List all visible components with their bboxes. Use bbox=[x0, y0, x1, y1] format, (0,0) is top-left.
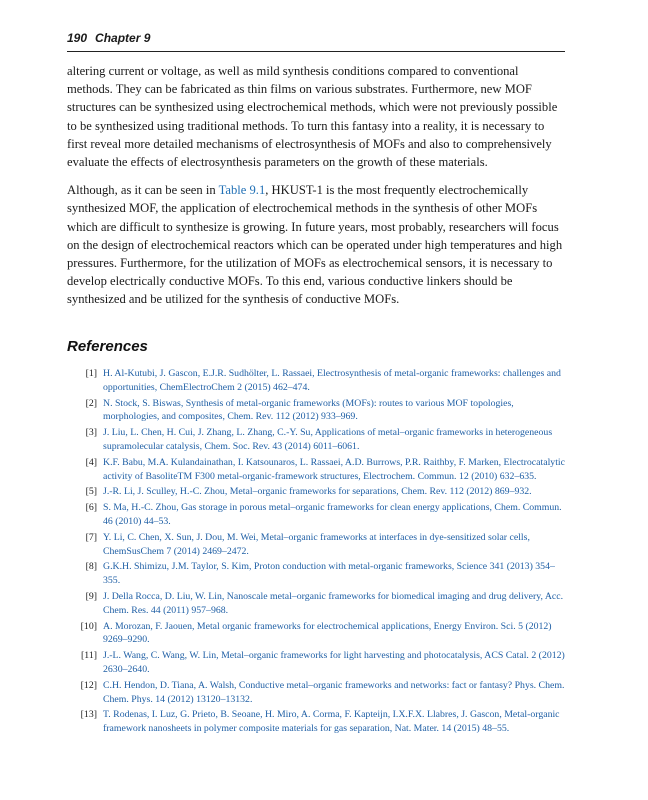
reference-link[interactable]: Y. Li, C. Chen, X. Sun, J. Dou, M. Wei, Metal–organic frameworks at interfaces in dye-sensitized solar cells, ChemSusChem 7 (2014) 2469–2472. bbox=[103, 531, 530, 557]
reference-number: [7] bbox=[85, 531, 97, 543]
paragraph: altering current or voltage, as well as mild synthesis conditions compared to conventional methods. They can be fabricated as thin films on various substrates. Furthermore, new MOF structures can be synthesized using electrochemical methods, which were not previously possible to be synthesized using traditional methods. To turn this fantasy into a reality, it is necessary to first reveal more detailed mechanisms of electrosynthesis of MOFs and also to comprehensively evaluate the effects of electrosynthesis parameters on the growth of these materials. bbox=[67, 64, 558, 170]
reference-item bbox=[67, 485, 567, 499]
reference-link[interactable]: C.H. Hendon, D. Tiana, A. Walsh, Conductive metal–organic frameworks and networks: fact or fantasy? Phys. Chem. Chem. Phys. 14 (2012) 13120–13132. bbox=[103, 679, 565, 705]
reference-number: [12] bbox=[80, 679, 97, 691]
reference-item bbox=[67, 590, 567, 618]
reference-link[interactable]: N. Stock, S. Biswas, Synthesis of metal-organic frameworks (MOFs): routes to various MOF topologies, morphologies, and composites, Chem. Rev. 112 (2012) 933–969. bbox=[103, 397, 514, 423]
reference-item bbox=[67, 426, 567, 454]
table-link[interactable]: Table 9.1 bbox=[218, 183, 266, 198]
body-text bbox=[67, 62, 565, 319]
reference-item bbox=[67, 560, 567, 588]
reference-item bbox=[67, 649, 567, 677]
reference-item bbox=[67, 620, 567, 648]
reference-number: [11] bbox=[81, 650, 97, 662]
reference-number: [2] bbox=[85, 397, 97, 409]
reference-link[interactable]: J. Liu, L. Chen, H. Cui, J. Zhang, L. Zhang, C.-Y. Su, Applications of metal–organic frameworks in heterogeneous supramolecular catalysis, Chem. Soc. Rev. 43 (2014) 6011–6061. bbox=[103, 427, 553, 452]
reference-item bbox=[67, 679, 567, 707]
reference-link[interactable]: J.-L. Wang, C. Wang, W. Lin, Metal–organic frameworks for light harvesting and photocatalysis, ACS Catal. 2 (2012) 2630–2640. bbox=[103, 650, 565, 675]
reference-link[interactable]: J. Della Rocca, D. Liu, W. Lin, Nanoscale metal–organic frameworks for biomedical imaging and drug delivery, Acc. Chem. Res. 44 (2011) 957–968. bbox=[103, 590, 564, 616]
reference-item bbox=[67, 456, 567, 484]
reference-link[interactable]: G.K.H. Shimizu, J.M. Taylor, S. Kim, Proton conduction with metal-organic frameworks, Science 341 (2013) 354–355. bbox=[103, 561, 555, 587]
reference-item bbox=[67, 531, 567, 559]
paragraph-text: , HKUST-1 is the most frequently electrochemically synthesized MOF, the application of electrochemical methods in the synthesis of other MOFs which are difficult to synthesize is growing. In future years, most probably, researchers will focus on the design of electrochemical reactors which can be operated under high temperatures and high pressures. Furthermore, for the utilization of MOFs as electrochemical sensors, it is necessary to develop electrically conductive MOFs. To this end, various conductive linkers should be synthesized and be utilized for the synthesis of conductive MOFs. bbox=[67, 183, 563, 307]
reference-number: [5] bbox=[85, 486, 97, 498]
reference-number: [10] bbox=[80, 620, 97, 632]
reference-number: [9] bbox=[85, 590, 97, 602]
reference-link[interactable]: J.-R. Li, J. Sculley, H.-C. Zhou, Metal–organic frameworks for separations, Chem. Rev. 112 (2012) 869–932. bbox=[103, 486, 532, 498]
reference-number: [8] bbox=[85, 561, 97, 573]
references-heading: References bbox=[67, 338, 148, 355]
references-list bbox=[67, 367, 567, 738]
reference-link[interactable]: H. Al-Kutubi, J. Gascon, E.J.R. Sudhölter, L. Rassaei, Electrosynthesis of metal-organic frameworks: challenges and opportunities, ChemElectroChem 2 (2015) 462–474. bbox=[103, 368, 561, 393]
reference-number: [6] bbox=[85, 502, 97, 514]
paragraph bbox=[67, 181, 565, 308]
reference-number: [1] bbox=[85, 368, 97, 379]
running-header bbox=[67, 31, 565, 52]
reference-item bbox=[67, 501, 567, 529]
reference-number: [4] bbox=[85, 456, 97, 468]
reference-link[interactable]: S. Ma, H.-C. Zhou, Gas storage in porous metal–organic frameworks for clean energy applications, Chem. Commun. 46 (2010) 44–53. bbox=[103, 502, 562, 527]
paragraph-text: Although, as it can be seen in bbox=[67, 183, 219, 198]
reference-item bbox=[67, 367, 567, 395]
reference-number: [13] bbox=[80, 709, 97, 721]
chapter-title: Chapter 9 bbox=[95, 31, 151, 45]
reference-item bbox=[67, 397, 567, 425]
reference-number: [3] bbox=[85, 427, 97, 439]
reference-link[interactable]: T. Rodenas, I. Luz, G. Prieto, B. Seoane, H. Miro, A. Corma, F. Kapteijn, I.X.F.X. Llabres, J. Gascon, Metal-organic framework nanosheets in polymer composite materials for gas separation, Nat. Mater. 14 (2015) 48–55. bbox=[103, 709, 560, 735]
reference-item bbox=[67, 708, 567, 736]
page-number: 190 bbox=[67, 31, 88, 45]
reference-link[interactable]: A. Morozan, F. Jaouen, Metal organic frameworks for electrochemical applications, Energy Environ. Sci. 5 (2012) 9269–9290. bbox=[103, 620, 552, 646]
reference-link[interactable]: K.F. Babu, M.A. Kulandainathan, I. Katsounaros, L. Rassaei, A.D. Burrows, P.R. Raithby, F. Marken, Electrocatalytic activity of BasoliteTM F300 metal-organic-framework structures, Electrochem. Commun. 12 (2010) 632–635. bbox=[103, 456, 565, 482]
